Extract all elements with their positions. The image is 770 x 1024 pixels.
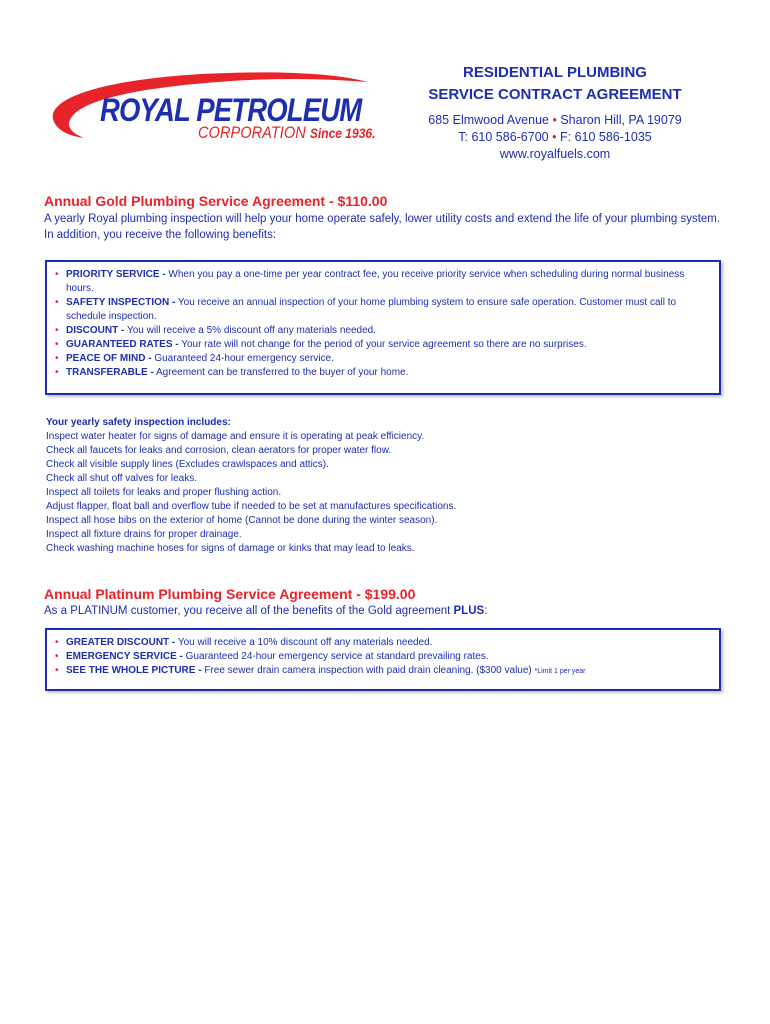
limit-note: *Limit 1 per year bbox=[534, 668, 586, 675]
document-header bbox=[410, 62, 700, 163]
benefit-item bbox=[55, 324, 713, 338]
address-line bbox=[410, 112, 700, 129]
inspection-item: Inspect all fixture drains for proper drainage. bbox=[46, 529, 242, 540]
benefit-key: GUARANTEED RATES - bbox=[66, 339, 179, 350]
city: Sharon Hill, PA 19079 bbox=[560, 113, 682, 127]
bullet-icon: • bbox=[55, 297, 59, 308]
benefit-item bbox=[55, 268, 713, 296]
bullet-icon: • bbox=[55, 637, 59, 648]
website-link[interactable]: www.royalfuels.com bbox=[499, 147, 611, 161]
benefit-key: PEACE OF MIND - bbox=[66, 353, 152, 364]
platinum-intro-text: As a PLATINUM customer, you receive all of the benefits of the Gold agreement bbox=[44, 605, 454, 617]
benefit-item bbox=[55, 352, 713, 366]
platinum-intro bbox=[44, 603, 724, 619]
title-line-2: SERVICE CONTRACT AGREEMENT bbox=[428, 86, 682, 103]
benefit-item bbox=[55, 636, 713, 650]
benefit-item bbox=[55, 664, 713, 679]
benefit-text: You will receive a 10% discount off any materials needed. bbox=[175, 637, 433, 648]
inspection-item: Check washing machine hoses for signs of damage or kinks that may lead to leaks. bbox=[46, 543, 415, 554]
phone: T: 610 586-6700 bbox=[458, 130, 549, 144]
bullet-icon: • bbox=[55, 269, 59, 280]
fax: F: 610 586-1035 bbox=[559, 130, 652, 144]
benefit-text: When you pay a one-time per year contract fee, you receive priority service when scheduling during normal business hours. bbox=[66, 269, 685, 294]
benefit-key: TRANSFERABLE - bbox=[66, 367, 154, 378]
benefit-text: Agreement can be transferred to the buyer of your home. bbox=[153, 367, 409, 378]
inspection-section bbox=[46, 416, 726, 556]
contact-line bbox=[410, 129, 700, 146]
inspection-item: Check all shut off valves for leaks. bbox=[46, 473, 197, 484]
platinum-intro-end: : bbox=[484, 605, 488, 617]
separator-icon: • bbox=[552, 130, 557, 144]
benefit-item bbox=[55, 338, 713, 352]
logo-name: ROYAL PETROLEUM bbox=[100, 92, 362, 128]
benefit-key: DISCOUNT - bbox=[66, 325, 125, 336]
inspection-item: Check all visible supply lines (Excludes crawlspaces and attics). bbox=[46, 459, 329, 470]
inspection-heading: Your yearly safety inspection includes: bbox=[46, 417, 231, 428]
benefit-text: Free sewer drain camera inspection with paid drain cleaning. ($300 value) bbox=[201, 665, 535, 676]
benefit-key: PRIORITY SERVICE - bbox=[66, 269, 166, 280]
benefit-text: Guaranteed 24-hour emergency service at standard prevailing rates. bbox=[182, 651, 489, 662]
platinum-benefits-list bbox=[55, 636, 713, 679]
bullet-icon: • bbox=[55, 325, 59, 336]
inspection-item: Inspect all hose bibs on the exterior of home (Cannot be done during the winter season). bbox=[46, 515, 438, 526]
benefit-key: SAFETY INSPECTION - bbox=[66, 297, 176, 308]
platinum-benefits-box bbox=[45, 628, 721, 691]
benefit-key: SEE THE WHOLE PICTURE - bbox=[66, 665, 202, 676]
benefit-item bbox=[55, 296, 713, 324]
benefit-key: GREATER DISCOUNT - bbox=[66, 637, 176, 648]
inspection-list bbox=[46, 430, 726, 556]
inspection-item: Check all faucets for leaks and corrosion, clean aerators for proper water flow. bbox=[46, 445, 392, 456]
platinum-intro-plus: PLUS bbox=[453, 605, 485, 617]
benefit-item bbox=[55, 366, 713, 380]
benefit-text: You will receive a 5% discount off any materials needed. bbox=[124, 325, 376, 336]
benefit-text: Your rate will not change for the period of your service agreement so there are no surprises. bbox=[178, 339, 587, 350]
bullet-icon: • bbox=[55, 665, 59, 676]
inspection-item: Inspect all toilets for leaks and proper flushing action. bbox=[46, 487, 282, 498]
benefit-item bbox=[55, 650, 713, 664]
benefit-text: Guaranteed 24-hour emergency service. bbox=[151, 353, 334, 364]
title-line-1: RESIDENTIAL PLUMBING bbox=[463, 64, 647, 81]
platinum-title: Annual Platinum Plumbing Service Agreement - $199.00 bbox=[44, 586, 416, 602]
gold-benefits-box bbox=[45, 260, 721, 395]
company-logo bbox=[48, 70, 388, 150]
gold-intro: A yearly Royal plumbing inspection will help your home operate safely, lower utility costs and extend the life of your plumbing system. In addition, you receive the following benefits: bbox=[44, 213, 721, 241]
logo-since: Since 1936. bbox=[309, 125, 376, 141]
bullet-icon: • bbox=[55, 339, 59, 350]
gold-title: Annual Gold Plumbing Service Agreement - $110.00 bbox=[44, 193, 388, 209]
benefit-key: EMERGENCY SERVICE - bbox=[66, 651, 183, 662]
bullet-icon: • bbox=[55, 367, 59, 378]
benefit-text: You receive an annual inspection of your home plumbing system to ensure safe operation. Customer must call to schedule inspection. bbox=[66, 297, 677, 322]
logo-corporation: CORPORATION bbox=[198, 123, 306, 142]
gold-benefits-list bbox=[55, 268, 713, 380]
inspection-item: Adjust flapper, float ball and overflow tube if needed to be set at manufactures specifications. bbox=[46, 501, 457, 512]
separator-icon: • bbox=[552, 113, 557, 127]
bullet-icon: • bbox=[55, 353, 59, 364]
logo-subtitle bbox=[198, 123, 375, 143]
bullet-icon: • bbox=[55, 651, 59, 662]
street: 685 Elmwood Avenue bbox=[428, 113, 549, 127]
inspection-item: Inspect water heater for signs of damage and ensure it is operating at peak efficiency. bbox=[46, 431, 425, 442]
